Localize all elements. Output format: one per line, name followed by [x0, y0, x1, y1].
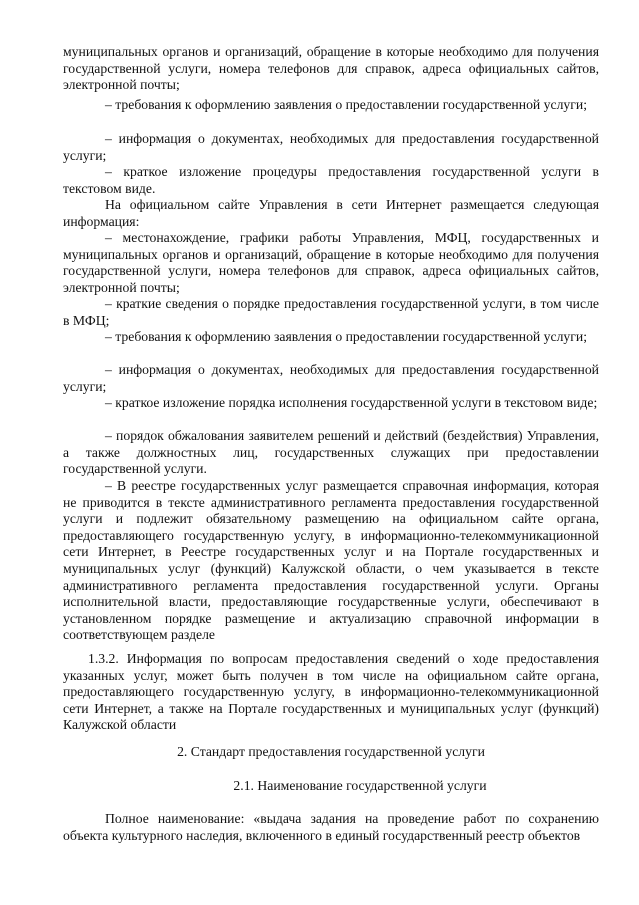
paragraph-documents-2: – информация о документах, необходимых для предоставления государственной услуги; [63, 362, 599, 394]
paragraph-requirements-1: – требования к оформлению заявления о предоставлении государственной услуги; [105, 97, 587, 112]
paragraph-execution-summary: – краткое изложение порядка исполнения государственной услуги в текстовом виде; [105, 395, 598, 410]
paragraph-full-name: Полное наименование: «выдача задания на проведение работ по сохранению объекта культурного наследия, включенного в единый государственный реестр объектов [63, 811, 599, 843]
paragraph-brief-info: – краткие сведения о порядке предоставления государственной услуги, в том числе в МФЦ; [63, 296, 599, 328]
paragraph-procedure-summary: – краткое изложение процедуры предоставления государственной услуги в текстовом виде. [63, 164, 599, 196]
section-heading-2: 2. Стандарт предоставления государственной услуги [177, 744, 485, 759]
paragraph-1-3-2: 1.3.2. Информация по вопросам предоставления сведений о ходе предоставления указанных услуг, может быть получен в том числе на официальном сайте органа, предоставляющего государственную услугу, в информационно-телекоммуникационной сети Интернет, а также на Портале государственных и муниципальных услуг (функций) Калужской области [63, 651, 599, 733]
paragraph-documents-1: – информация о документах, необходимых для предоставления государственной услуги; [63, 131, 599, 163]
paragraph-registry-info: – В реестре государственных услуг размещается справочная информация, которая не приводится в тексте административного регламента предоставления государственной услуги и подлежит обязательному размещению на официальном сайте органа, предоставляющего государственную услугу, в информационно-телекоммуникационной сети Интернет, в Реестре государственных услуг и на Портале государственных и муниципальных услуг (функций) Калужской области, о чем указывается в тексте административного регламента предоставления государственной услуги. Органы исполнительной власти, предоставляющие государственные услуги, обеспечивают в установленном порядке размещение и актуализацию справочной информации в соответствующем разделе [63, 478, 599, 643]
paragraph-requirements-2: – требования к оформлению заявления о предоставлении государственной услуги; [105, 329, 587, 344]
paragraph-contacts-continued: муниципальных органов и организаций, обращение в которые необходимо для получения государственной услуги, номера телефонов для справок, адреса официальных сайтов, электронной почты; [63, 44, 599, 93]
section-heading-2-1: 2.1. Наименование государственной услуги [233, 778, 487, 793]
paragraph-website-intro: На официальном сайте Управления в сети Интернет размещается следующая информация: [63, 197, 599, 229]
paragraph-locations: – местонахождение, графики работы Управления, МФЦ, государственных и муниципальных органов и организаций, обращение в которые необходимо для получения государственной услуги, номера телефонов для справок, адреса официальных сайтов, электронной почты; [63, 230, 599, 295]
paragraph-appeal-procedure: – порядок обжалования заявителем решений и действий (бездействия) Управления, а также должностных лиц, государственных служащих при предоставлении государственной услуги. [63, 428, 599, 477]
